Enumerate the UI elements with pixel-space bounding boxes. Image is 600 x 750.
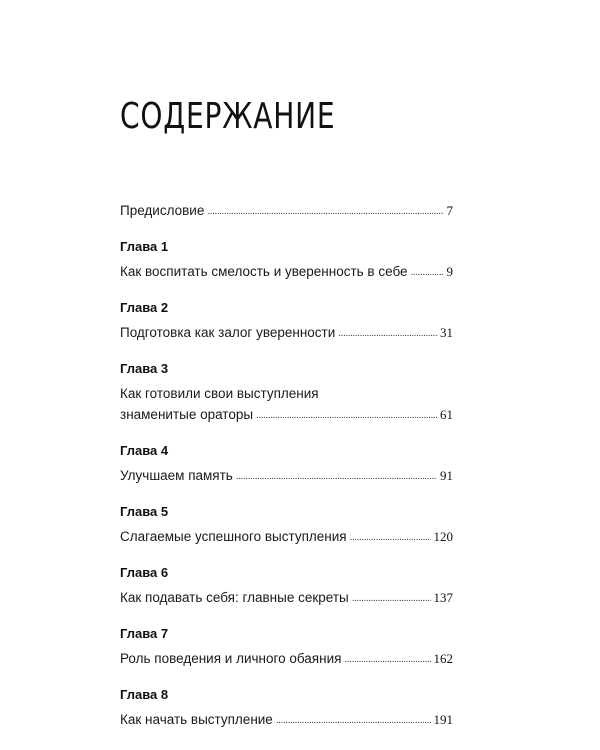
chapter-label: Глава 2 [120,300,169,315]
page-number: 9 [446,264,453,279]
page-number: 191 [433,712,453,727]
toc-entry-chapter-3 [120,361,453,425]
dot-leader [411,262,444,283]
toc-entry-title: Как подавать себя: главные секреты [120,590,349,605]
toc-line [120,322,453,343]
chapter-label: Глава 6 [120,565,169,580]
toc-entry-title: Слагаемые успешного выступления [120,529,347,544]
toc-entry-chapter-2 [120,300,453,343]
toc-line [120,709,453,730]
dot-leader [276,710,431,731]
dot-leader [338,323,437,344]
table-of-contents [120,200,453,748]
toc-entry-title: Предисловие [120,203,205,218]
chapter-label: Глава 1 [120,239,169,254]
toc-line [120,404,453,425]
toc-entry-title: Как воспитать смелость и уверенность в себе [120,264,408,279]
toc-entry-title: Как начать выступление [120,712,273,727]
toc-entry-title: Как готовили свои выступления [120,386,319,401]
page-number: 61 [440,407,453,422]
page-title: СОДЕРЖАНИЕ [120,96,336,137]
page-number: 120 [433,529,453,544]
toc-entry-title: Улучшаем память [120,468,233,483]
page-number: 91 [440,468,453,483]
toc-entry-title: Подготовка как залог уверенности [120,325,336,340]
dot-leader [207,201,443,222]
chapter-label: Глава 4 [120,443,169,458]
chapter-label: Глава 7 [120,626,169,641]
toc-entry-chapter-1 [120,239,453,282]
toc-line [120,465,453,486]
toc-entry-chapter-5 [120,504,453,547]
page-number: 7 [446,203,453,218]
chapter-label: Глава 3 [120,361,169,376]
chapter-label: Глава 8 [120,687,169,702]
toc-entry-chapter-8 [120,687,453,730]
chapter-label: Глава 5 [120,504,169,519]
toc-entry-title: Роль поведения и личного обаяния [120,651,342,666]
toc-entry-chapter-4 [120,443,453,486]
page-number: 31 [440,325,453,340]
dot-leader [350,527,431,548]
toc-entry-chapter-6 [120,565,453,608]
dot-leader [256,405,437,426]
toc-line [120,526,453,547]
toc-entry-preface [120,200,453,221]
toc-entry-title: знаменитые ораторы [120,407,254,422]
dot-leader [344,649,430,670]
page-number: 162 [433,651,453,666]
dot-leader [236,466,437,487]
toc-entry-chapter-7 [120,626,453,669]
dot-leader [352,588,431,609]
toc-line [120,261,453,282]
toc-line [120,587,453,608]
toc-line [120,648,453,669]
page-number: 137 [433,590,453,605]
toc-line [120,200,453,221]
